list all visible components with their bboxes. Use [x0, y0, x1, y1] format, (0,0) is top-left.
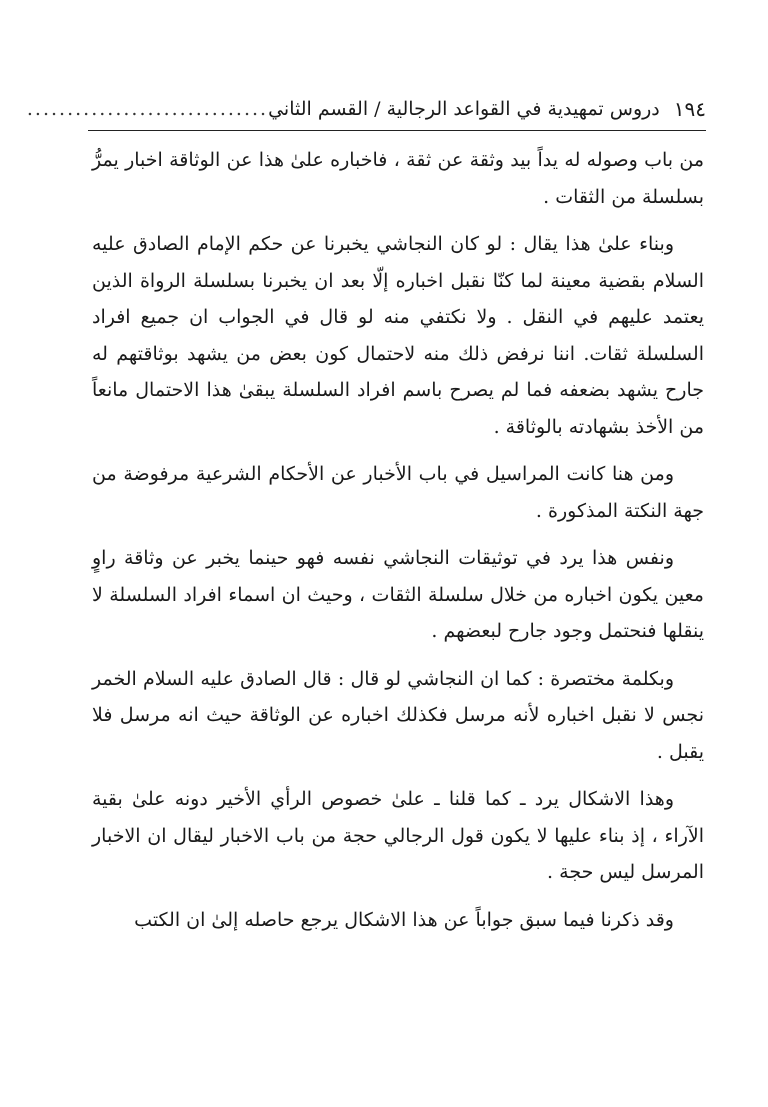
running-title: دروس تمهيدية في القواعد الرجالية / القسم الثاني	[268, 98, 660, 120]
running-header	[26, 92, 706, 126]
paragraph-6: وهذا الاشكال يرد ـ كما قلنا ـ علىٰ خصوص الرأي الأخير دونه علىٰ بقية الآراء ، إذ بناء عليها لا يكون قول الرجالي حجة من باب الاخبار ليقال ان الاخبار المرسل ليس حجة .	[92, 788, 704, 883]
paragraph-1: من باب وصوله له يداً بيد وثقة عن ثقة ، فاخباره علىٰ هذا عن الوثاقة اخبار يمرُّ بسلسلة من الثقات .	[92, 149, 704, 208]
paragraph-2: وبناء علىٰ هذا يقال : لو كان النجاشي يخبرنا عن حكم الإمام الصادق عليه السلام بقضية معينة لما كنّا نقبل اخباره إلّا بعد ان يخبرنا بسلسلة الرواة الذين يعتمد عليهم في النقل . ولا نكتفي منه لو قال في الجواب ان جميع افراد السلسلة ثقات. اننا نرفض ذلك منه لاحتمال كون بعض من يشهد بوثاقتهم له جارح يشهد بضعفه فما لم يصرح باسم افراد السلسلة يبقىٰ هذا الاحتمال مانعاً من الأخذ بشهادته بالوثاقة .	[92, 233, 704, 438]
paragraph-4: ونفس هذا يرد في توثيقات النجاشي نفسه فهو حينما يخبر عن وثاقة راوٍ معين يكون اخباره من خلال سلسلة الثقات ، وحيث ان اسماء افراد السلسلة لا ينقلها فنحتمل وجود جارح لبعضهم .	[92, 547, 704, 642]
page-number: ١٩٤	[673, 97, 706, 121]
dot-leader: ..............................	[26, 98, 269, 120]
paragraph-5: وبكلمة مختصرة : كما ان النجاشي لو قال : قال الصادق عليه السلام الخمر نجس لا نقبل اخباره لأنه مرسل فكذلك اخباره عن الوثاقة حيث انه مرسل فلا يقبل .	[92, 667, 704, 763]
body-text	[92, 142, 704, 1042]
paragraph-7: وقد ذكرنا فيما سبق جواباً عن هذا الاشكال يرجع حاصله إلىٰ ان الكتب	[134, 908, 674, 931]
header-rule	[88, 130, 706, 131]
paragraph-3: ومن هنا كانت المراسيل في باب الأخبار عن الأحكام الشرعية مرفوضة من جهة النكتة المذكورة .	[92, 463, 704, 522]
